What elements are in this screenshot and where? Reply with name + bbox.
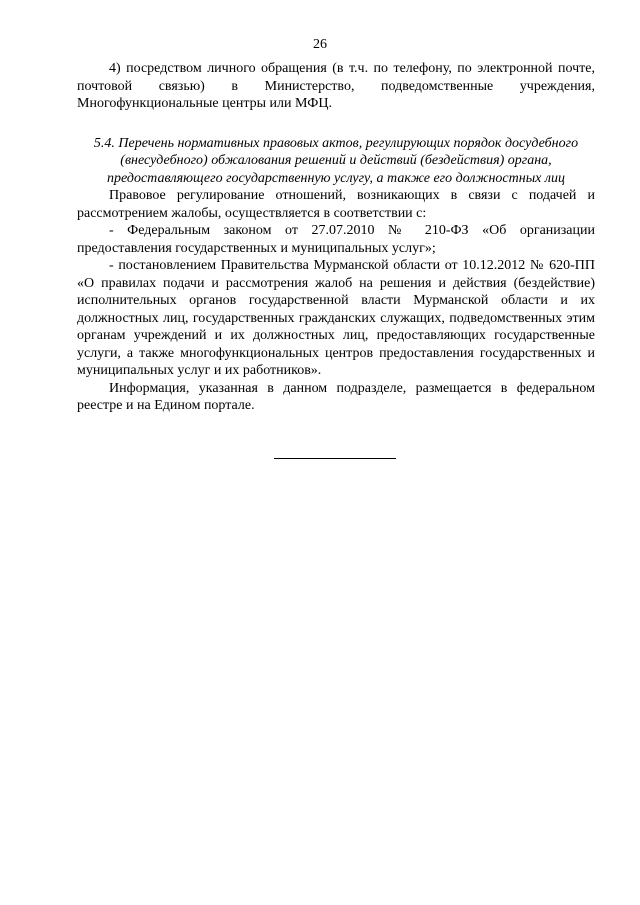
section-heading: 5.4. Перечень нормативных правовых актов, регулирующих порядок досудебного (внесудебного) обжалования решений и действий (бездействия) органа, предоставляющего государственную услугу, а также его должностных лиц bbox=[93, 135, 579, 186]
section-intro-paragraph: Правовое регулирование отношений, возникающих в связи с подачей и рассмотрением жалобы, осуществляется в соответствии с: bbox=[77, 188, 595, 221]
list-item-federal-law: - Федеральным законом от 27.07.2010 № 210-ФЗ «Об организации предоставления государственных и муниципальных услуг»; bbox=[77, 223, 595, 256]
page-content bbox=[77, 60, 595, 415]
page-number: 26 bbox=[313, 37, 327, 52]
list-item-government-resolution: - постановлением Правительства Мурманской области от 10.12.2012 № 620-ПП «О правилах подачи и рассмотрения жалоб на решения и действия (бездействие) исполнительных органов государственной власти Мурманской области и их должностных лиц, государственных гражданских служащих, подведомственных этим органам учреждений и их должностных лиц, предоставляющих государственные услуги, а также многофункциональных центров предоставления государственных и муниципальных услуг и их работников». bbox=[77, 258, 595, 378]
end-divider-line bbox=[274, 458, 396, 459]
list-item-personal-appeal: 4) посредством личного обращения (в т.ч. по телефону, по электронной почте, почтовой связью) в Министерство, подведомственные учреждения, Многофункциональные центры или МФЦ. bbox=[77, 61, 595, 111]
closing-paragraph: Информация, указанная в данном подразделе, размещается в федеральном реестре и на Едином портале. bbox=[77, 380, 595, 413]
